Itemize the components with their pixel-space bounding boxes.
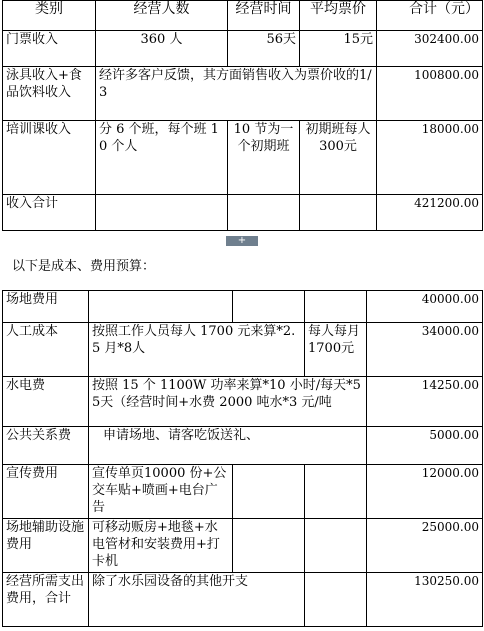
row-category: 人工成本 xyxy=(3,323,89,377)
row-total: 34000.00 xyxy=(367,323,483,377)
row-category: 场地费用 xyxy=(3,291,89,323)
header-price: 平均票价 xyxy=(300,1,377,31)
table-row xyxy=(3,195,483,231)
header-time: 经营时间 xyxy=(228,1,300,31)
row-total: 130250.00 xyxy=(367,573,483,627)
table-row xyxy=(3,323,483,377)
row-description: 申请场地、请客吃饭送礼、 xyxy=(89,427,367,465)
table-row xyxy=(3,427,483,465)
table-row xyxy=(3,377,483,427)
row-extra: 每人每月1700元 xyxy=(305,323,367,377)
row-category: 培训课收入 xyxy=(3,121,96,195)
table-row xyxy=(3,31,483,67)
row-description: 经许多客户反馈，其方面销售收入为票价收的1/3 xyxy=(96,67,377,121)
table-row xyxy=(3,121,483,195)
row-total: 421200.00 xyxy=(377,195,483,231)
row-total: 25000.00 xyxy=(367,519,483,573)
table-row xyxy=(3,573,483,627)
row-people: 360 人 xyxy=(96,31,228,67)
row-total: 12000.00 xyxy=(367,465,483,519)
income-header-row xyxy=(3,1,483,31)
table-row xyxy=(3,291,483,323)
row-price: 初期班每人 300元 xyxy=(300,121,377,195)
table-row xyxy=(3,519,483,573)
row-description: 除了水乐园设备的其他开支 xyxy=(89,573,305,627)
row-description: 按照工作人员每人 1700 元来算*2.5 月*8人 xyxy=(89,323,305,377)
row-people: 分 6 个班，每个班 10 个人 xyxy=(96,121,228,195)
income-table xyxy=(2,0,483,231)
row-description: 可移动贩房+地毯+水电管材和安装费用+打卡机 xyxy=(89,519,233,573)
row-total: 14250.00 xyxy=(367,377,483,427)
row-price: 15元 xyxy=(300,31,377,67)
row-description: 宣传单页10000 份+公交车贴+喷画+电台广告 xyxy=(89,465,233,519)
section-title: 以下是成本、费用预算： xyxy=(12,259,156,274)
row-total: 302400.00 xyxy=(377,31,483,67)
table-row xyxy=(3,67,483,121)
row-category: 水电费 xyxy=(3,377,89,427)
row-time: 56天 xyxy=(228,31,300,67)
row-category: 公共关系费 xyxy=(3,427,89,465)
header-total: 合计（元） xyxy=(377,1,483,31)
row-total: 5000.00 xyxy=(367,427,483,465)
row-category: 场地辅助设施费用 xyxy=(3,519,89,573)
row-category: 门票收入 xyxy=(3,31,96,67)
table-row xyxy=(3,465,483,519)
row-category: 泳具收入+食品饮料收入 xyxy=(3,67,96,121)
row-total: 100800.00 xyxy=(377,67,483,121)
row-category: 经营所需支出费用，合计 xyxy=(3,573,89,627)
row-category: 宣传费用 xyxy=(3,465,89,519)
table-add-handle[interactable]: + xyxy=(226,236,258,246)
row-total: 18000.00 xyxy=(377,121,483,195)
row-time: 10 节为一个初期班 xyxy=(228,121,300,195)
header-category: 类别 xyxy=(3,1,96,31)
row-description: 按照 15 个 1100W 功率来算*10 小时/每天*55天（经营时间+水费 2000 吨水*3 元/吨 xyxy=(89,377,367,427)
row-category: 收入合计 xyxy=(3,195,96,231)
header-people: 经营人数 xyxy=(96,1,228,31)
cost-table xyxy=(2,290,483,627)
row-total: 40000.00 xyxy=(367,291,483,323)
